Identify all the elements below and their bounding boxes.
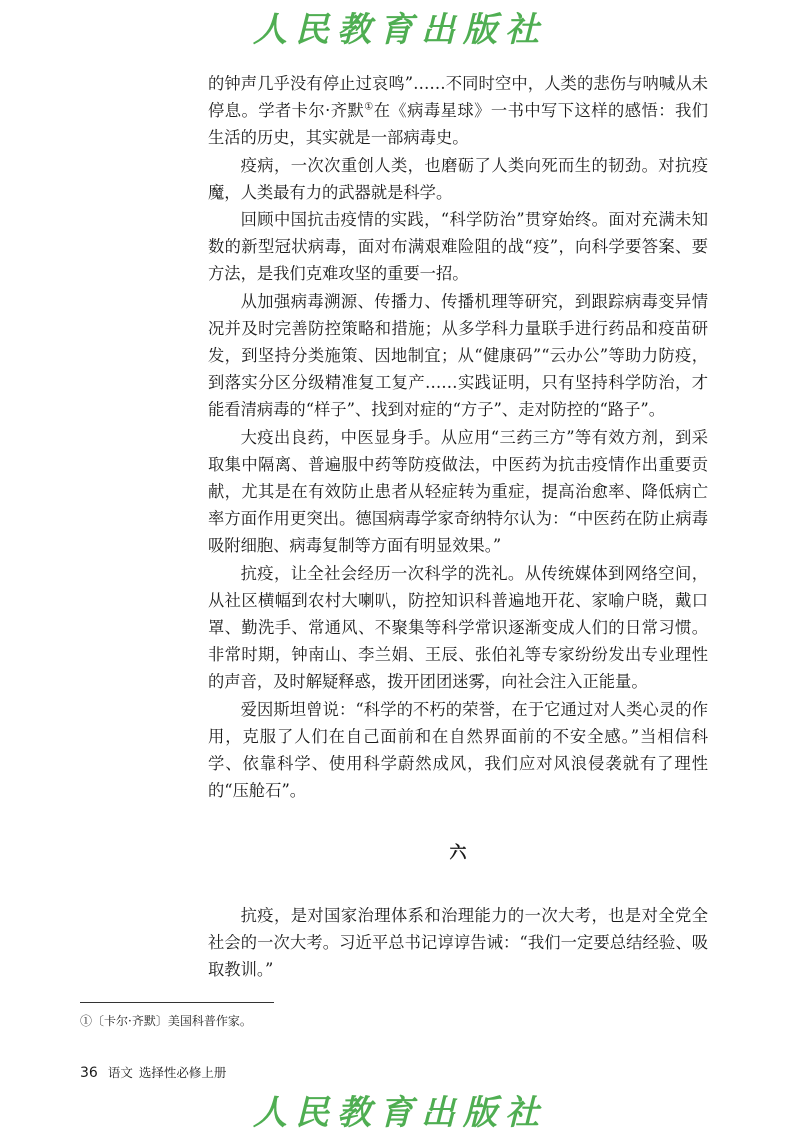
paragraph-0: 的钟声几乎没有停止过哀鸣”……不同时空中，人类的悲伤与呐喊从未停息。学者卡尔·齐默①在《病毒星球》一书中写下这样的感悟：我们生活的历史，其实就是一部病毒史。 [208,74,708,148]
paragraph-2: 回顾中国抗击疫情的实践，“科学防治”贯穿始终。面对充满未知数的新型冠状病毒，面对布满艰难险阻的战“疫”，向科学要答案、要方法，是我们克难攻坚的重要一招。 [208,210,708,284]
footnote-marker[interactable]: ① [364,101,374,113]
footnote-divider [80,1002,274,1003]
paragraph-6: 爱因斯坦曾说：“科学的不朽的荣誉，在于它通过对人类心灵的作用，克服了人们在自己面前和在自然界面前的不安全感。”当相信科学、依靠科学、使用科学蔚然成风，我们应对风浪侵袭就有了理性的“压舱石”。 [208,699,708,801]
book-title: 选择性必修上册 [138,1065,227,1080]
section-heading: 六 [449,843,467,864]
footnote: ①〔卡尔·齐默〕美国科普作家。 [80,1014,252,1028]
publisher-logo-header: 人民教育出版社 [253,10,547,50]
publisher-logo-footer: 人民教育出版社 [253,1093,547,1133]
paragraph-1: 疫病，一次次重创人类，也磨砺了人类向死而生的韧劲。对抗疫魔，人类最有力的武器就是科学。 [208,155,708,202]
article-body [208,70,708,983]
subject-label: 语文 [107,1065,133,1080]
page-number: 36 [80,1065,98,1081]
paragraph-3: 从加强病毒溯源、传播力、传播机理等研究，到跟踪病毒变异情况并及时完善防控策略和措施；从多学科力量联手进行药品和疫苗研发，到坚持分类施策、因地制宜；从“健康码”“云办公”等助力防疫，到落实分区分级精准复工复产……实践证明，只有坚持科学防治，才能看清病毒的“样子”、找到对症的“方子”、走对防控的“路子”。 [208,291,708,420]
paragraph-4: 大疫出良药，中医显身手。从应用“三药三方”等有效方剂，到采取集中隔离、普遍服中药等防疫做法，中医药为抗击疫情作出重要贡献，尤其是在有效防止患者从轻症转为重症，提高治愈率、降低病亡率方面作用更突出。德国病毒学家奇纳特尔认为：“中医药在防止病毒吸附细胞、病毒复制等方面有明显效果。” [208,427,708,556]
page-footer [80,1063,226,1081]
paragraph-5: 抗疫，让全社会经历一次科学的洗礼。从传统媒体到网络空间，从社区横幅到农村大喇叭，防控知识科普遍地开花、家喻户晓，戴口罩、勤洗手、常通风、不聚集等科学常识逐渐变成人们的日常习惯。非常时期，钟南山、李兰娟、王辰、张伯礼等专家纷纷发出专业理性的声音，及时解疑释惑，拨开团团迷雾，向社会注入正能量。 [208,563,708,692]
paragraph-7: 抗疫，是对国家治理体系和治理能力的一次大考，也是对全党全社会的一次大考。习近平总书记谆谆告诫：“我们一定要总结经验、吸取教训。” [208,905,708,980]
